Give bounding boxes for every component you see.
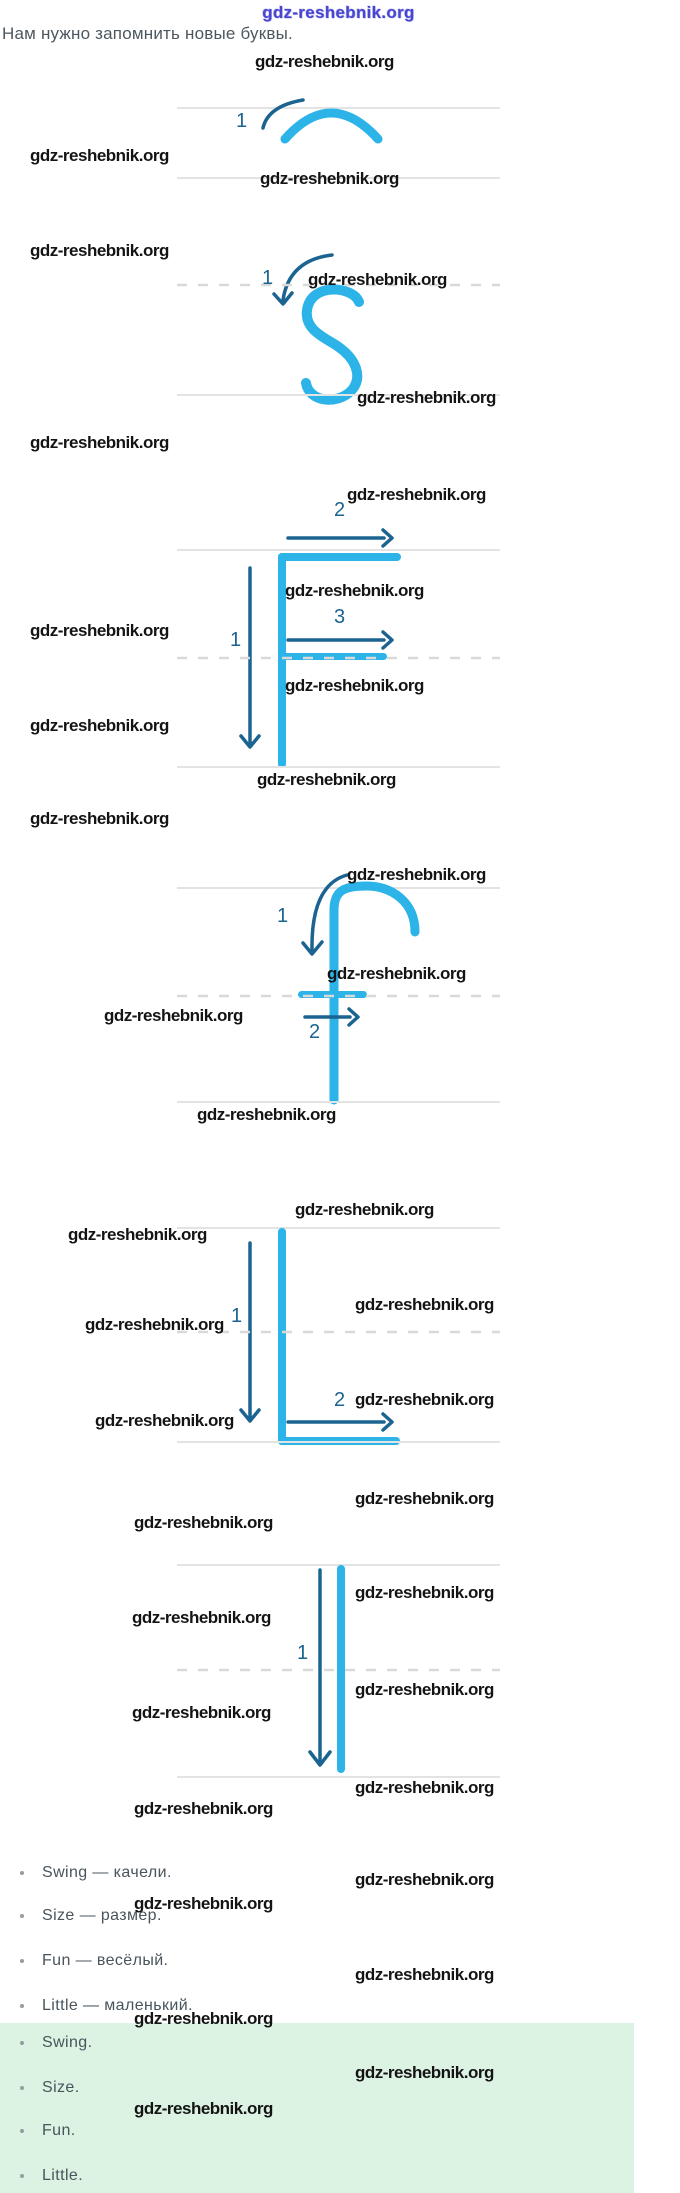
answer-item: Fun.: [42, 2122, 76, 2139]
watermark: gdz-reshebnik.org: [355, 1778, 494, 1797]
watermark: gdz-reshebnik.org: [355, 1489, 494, 1508]
stroke-number: 1: [230, 629, 242, 651]
watermark: gdz-reshebnik.org: [260, 169, 399, 188]
watermark: gdz-reshebnik.org: [257, 770, 396, 789]
stroke-number: 1: [231, 1305, 243, 1327]
watermark: gdz-reshebnik.org: [308, 270, 447, 289]
list-bullet: [20, 2041, 24, 2045]
vocabulary-item: Little — маленький.: [42, 1997, 193, 2014]
site-watermark-title: gdz-reshebnik.org: [262, 3, 415, 22]
letter-F-diagram: [177, 520, 500, 780]
stroke-number: 1: [297, 1642, 309, 1664]
watermark: gdz-reshebnik.org: [295, 1200, 434, 1219]
stroke-number: 2: [334, 499, 346, 521]
watermark: gdz-reshebnik.org: [85, 1315, 224, 1334]
list-bullet: [20, 2004, 24, 2008]
letter-f-diagram: [177, 860, 500, 1115]
watermark: gdz-reshebnik.org: [30, 241, 169, 260]
watermark: gdz-reshebnik.org: [30, 146, 169, 165]
watermark: gdz-reshebnik.org: [104, 1006, 243, 1025]
watermark: gdz-reshebnik.org: [30, 433, 169, 452]
stroke-number: 2: [309, 1021, 321, 1043]
watermark: gdz-reshebnik.org: [132, 1608, 271, 1627]
answer-item: Size.: [42, 2079, 80, 2096]
watermark: gdz-reshebnik.org: [30, 809, 169, 828]
letter-L-stem: [278, 1228, 286, 1445]
answer-item: Swing.: [42, 2034, 93, 2051]
list-bullet: [20, 1914, 24, 1918]
watermark: gdz-reshebnik.org: [357, 388, 496, 407]
stroke-number: 3: [334, 606, 346, 628]
vocabulary-item: Swing — качели.: [42, 1864, 172, 1881]
watermark: gdz-reshebnik.org: [68, 1225, 207, 1244]
watermark: gdz-reshebnik.org: [134, 2009, 273, 2028]
list-bullet: [20, 2174, 24, 2178]
watermark: gdz-reshebnik.org: [132, 1703, 271, 1722]
letter-l-stem: [337, 1565, 345, 1773]
watermark: gdz-reshebnik.org: [134, 2099, 273, 2118]
list-bullet: [20, 2086, 24, 2090]
vocabulary-item: Fun — весёлый.: [42, 1952, 169, 1969]
vocabulary-item: Size — размер.: [42, 1907, 162, 1924]
stroke-number: 1: [236, 110, 248, 132]
answer-item: Little.: [42, 2167, 84, 2184]
watermark: gdz-reshebnik.org: [355, 1965, 494, 1984]
watermark: gdz-reshebnik.org: [355, 1390, 494, 1409]
stroke-number: 1: [262, 267, 274, 289]
watermark: gdz-reshebnik.org: [134, 1799, 273, 1818]
intro-text: Нам нужно запомнить новые буквы.: [2, 24, 293, 43]
watermark: gdz-reshebnik.org: [355, 1295, 494, 1314]
list-bullet: [20, 1871, 24, 1875]
watermark: gdz-reshebnik.org: [285, 581, 424, 600]
list-bullet: [20, 2129, 24, 2133]
watermark: gdz-reshebnik.org: [347, 865, 486, 884]
watermark: gdz-reshebnik.org: [355, 1583, 494, 1602]
watermark: gdz-reshebnik.org: [327, 964, 466, 983]
watermark: gdz-reshebnik.org: [197, 1105, 336, 1124]
list-bullet: [20, 1959, 24, 1963]
watermark: gdz-reshebnik.org: [134, 1513, 273, 1532]
letter-arc-shape: [285, 113, 378, 139]
watermark: gdz-reshebnik.org: [355, 1870, 494, 1889]
watermark: gdz-reshebnik.org: [347, 485, 486, 504]
watermark: gdz-reshebnik.org: [255, 52, 394, 71]
watermark: gdz-reshebnik.org: [285, 676, 424, 695]
letter-F-top-bar: [278, 553, 401, 561]
watermark: gdz-reshebnik.org: [355, 2063, 494, 2082]
stroke-number: 1: [277, 905, 289, 927]
letter-S-shape: [306, 289, 359, 399]
watermark: gdz-reshebnik.org: [95, 1411, 234, 1430]
stroke-number: 2: [334, 1389, 346, 1411]
watermark: gdz-reshebnik.org: [134, 1894, 273, 1913]
watermark: gdz-reshebnik.org: [30, 621, 169, 640]
watermark: gdz-reshebnik.org: [30, 716, 169, 735]
answer-highlight-block: [0, 2023, 634, 2193]
watermark: gdz-reshebnik.org: [355, 1680, 494, 1699]
